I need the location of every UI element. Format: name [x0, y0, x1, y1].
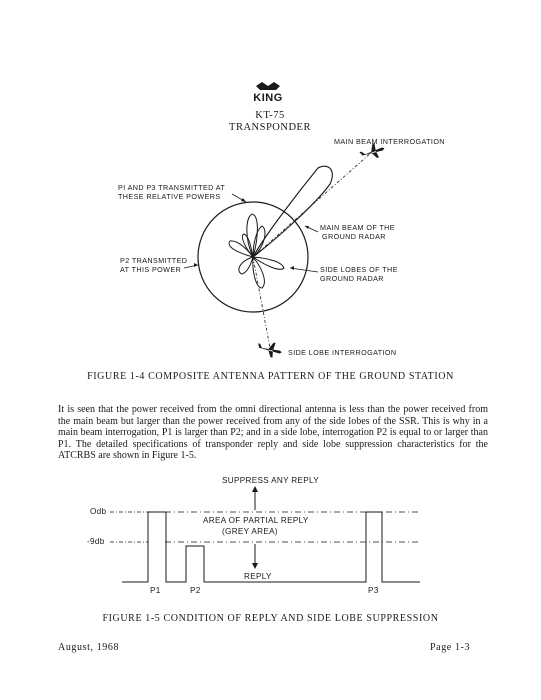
label-p1-p3-line1: PI AND P3 TRANSMITTED AT	[118, 183, 226, 192]
label-grey-area: (GREY AREA)	[222, 527, 278, 536]
label-odb: Odb	[90, 507, 107, 516]
label-reply: REPLY	[244, 572, 272, 581]
label-p2-line1: P2 TRANSMITTED	[120, 256, 188, 265]
label-p2: P2	[190, 586, 201, 595]
figure-1-5-caption: FIGURE 1-5 CONDITION OF REPLY AND SIDE LOBE SUPPRESSION	[102, 613, 439, 624]
footer-page-number: Page 1-3	[430, 642, 471, 653]
body-paragraph: It is seen that the power received from the omni directional antenna is less than the power received from the main beam but larger than the power received from any of the side lobes of the SSR. This is why in a main beam interrogation, P1 is larger than P2; and in a side lobe, interrogation P2 is equal to or larger than P1. The detailed specifications of transponder reply and side lobe suppression characteristics for the ATCRBS are shown in Figure 1-5.	[58, 404, 488, 462]
footer-date: August, 1968	[58, 642, 120, 653]
product-title: TRANSPONDER	[229, 122, 311, 133]
label-main-beam-interrogation: MAIN BEAM INTERROGATION	[334, 137, 445, 146]
brand-logo-text: KING	[253, 92, 283, 104]
figure-1-4-caption: FIGURE 1-4 COMPOSITE ANTENNA PATTERN OF THE GROUND STATION	[87, 371, 454, 382]
label-p3: P3	[368, 586, 379, 595]
label-minus-9db: -9db	[87, 537, 105, 546]
label-main-beam-line2: GROUND RADAR	[322, 232, 386, 241]
label-side-lobes-line1: SIDE LOBES OF THE	[320, 265, 398, 274]
label-suppress-any-reply: SUPPRESS ANY REPLY	[222, 476, 320, 485]
label-area-partial-reply: AREA OF PARTIAL REPLY	[203, 516, 309, 525]
model-title: KT-75	[255, 110, 285, 121]
label-p1: P1	[150, 586, 161, 595]
label-side-lobes-line2: GROUND RADAR	[320, 274, 384, 283]
label-main-beam-line1: MAIN BEAM OF THE	[320, 223, 395, 232]
label-p1-p3-line2: THESE RELATIVE POWERS	[118, 192, 221, 201]
label-p2-line2: AT THIS POWER	[120, 265, 182, 274]
label-side-lobe-interrogation: SIDE LOBE INTERROGATION	[288, 348, 397, 357]
